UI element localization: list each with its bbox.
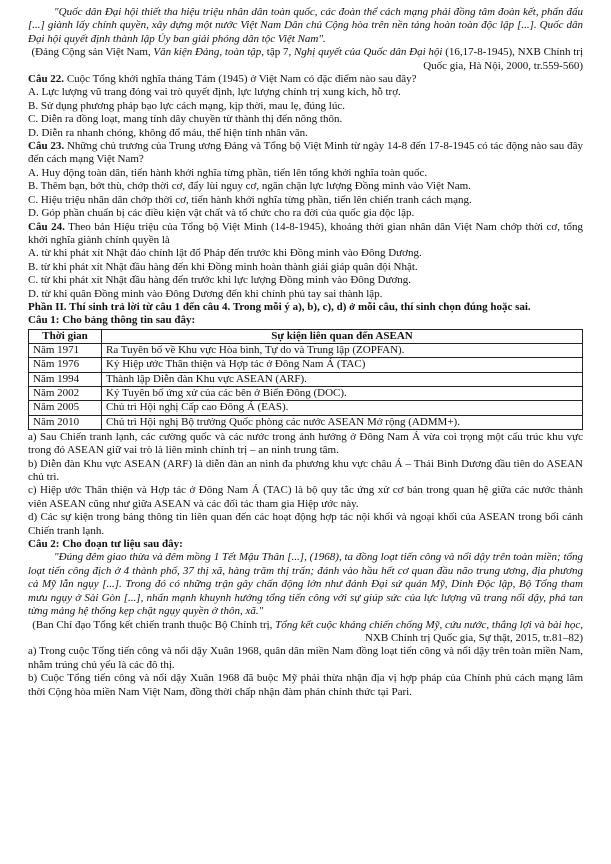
table-row (29, 401, 583, 415)
statement-d[interactable]: d) Các sự kiện trong bảng thông tin liên quan đến các hoạt động hợp tác nội khối và ngoại khối của ASEAN trong bối cảnh Chiến tranh lạnh. (28, 511, 583, 537)
table-cell-event: Ra Tuyên bố về Khu vực Hòa bình, Tự do và Trung lập (ZOPFAN). (102, 344, 583, 358)
table-cell-event: Chủ trì Hội nghị Bộ trưởng Quốc phòng các nước ASEAN Mở rộng (ADMM+). (102, 415, 583, 429)
option-d[interactable]: D. Diễn ra nhanh chóng, không đổ máu, thể hiện tính nhân văn. (28, 126, 308, 139)
source-author: (Đảng Cộng sản Việt Nam, (31, 46, 154, 59)
source-book: Văn kiện Đảng, toàn tập (153, 46, 262, 59)
option-d[interactable]: D. Góp phần chuẩn bị các điều kiện vật chất và tổ chức cho ra đời của quốc gia độc lập. (28, 207, 415, 220)
table-row (29, 344, 583, 358)
table-cell-year: Năm 2010 (29, 415, 102, 429)
question-23 (28, 140, 583, 220)
option-c[interactable]: C. Hiệu triệu nhân dân chớp thời cơ, tiến hành khởi nghĩa từng phần, tiến lên chiến tranh cách mạng. (28, 193, 472, 206)
table-header-row (29, 329, 583, 343)
table-cell-event: Ký Tuyên bố ứng xử của các bên ở Biển Đông (DOC). (102, 386, 583, 400)
option-c[interactable]: C. từ khi phát xít Nhật đầu hàng đến trước khi lực lượng Đồng minh vào Đông Dương. (28, 274, 412, 287)
question-text: Theo bản Hiệu triệu của Tổng bộ Việt Minh (14-8-1945), khoảng thời gian nhân dân Việt Nam chớp thời cơ, tổng khởi nghĩa giành chính quyền là (28, 220, 584, 246)
question-text: Cuộc Tổng khởi nghĩa tháng Tám (1945) ở Việt Nam có đặc điểm nào sau đây? (64, 73, 417, 86)
question-label: Câu 23. (28, 140, 65, 153)
column-header-time: Thời gian (29, 329, 102, 343)
quote-source-2 (28, 619, 583, 646)
option-a[interactable]: A. Lực lượng vũ trang đóng vai trò quyết định, lực lượng chính trị xung kích, hỗ trợ. (28, 86, 401, 99)
table-cell-event: Ký Hiệp ước Thân thiện và Hợp tác ở Đông Nam Á (TAC) (102, 358, 583, 372)
source-publisher: (16,17-8-1945), NXB Chính trị Quốc gia, Hà Nội, 2000, tr.559-560) (423, 46, 583, 72)
source-book: Tổng kết cuộc kháng chiến chống Mỹ, cứu nước, thắng lợi và bài học (275, 618, 581, 631)
question-label: Câu 22. (28, 73, 65, 86)
part-2-heading: Phần II. Thí sinh trả lời từ câu 1 đến câu 4. Trong mỗi ý a), b), c), d) ở mỗi câu, thí sinh chọn đúng hoặc sai. (28, 300, 531, 313)
option-b[interactable]: B. Sử dụng phương pháp bạo lực cách mạng, kịp thời, mau lẹ, đúng lúc. (28, 99, 345, 112)
question-label: Câu 1: Cho bảng thông tin sau đây: (28, 314, 196, 327)
true-false-question-2 (28, 538, 583, 699)
table-row (29, 386, 583, 400)
question-22 (28, 73, 583, 140)
statement-a[interactable]: a) Sau Chiến tranh lạnh, các cường quốc và các nước trong ảnh hưởng ở Đông Nam Á vừa coi trọng một cấu trúc khu vực trong đó ASEAN giữ vai trò là liên minh chính trị – an ninh trung tâm. (28, 430, 583, 457)
option-a[interactable]: A. từ khi phát xít Nhật đảo chính lật đổ Pháp đến trước khi Đồng minh vào Đông Dương. (28, 247, 422, 260)
question-text: Những chủ trương của Trung ương Đảng và Tổng bộ Việt Minh từ ngày 14-8 đến 17-8-1945 có tác động nào sau đây đến cách mạng Việt Nam? (28, 140, 583, 166)
table-cell-year: Năm 1994 (29, 372, 102, 386)
statement-a[interactable]: a) Trong cuộc Tổng tiến công và nổi dậy Xuân 1968, quân dân miền Nam đồng loạt tiến công và nổi dậy trên toàn miền Nam, nhằm trúng chủ yếu là các đô thị. (28, 645, 583, 671)
option-a[interactable]: A. Huy động toàn dân, tiến hành khởi nghĩa từng phần, tiến lên tổng khởi nghĩa toàn quốc. (28, 166, 428, 179)
quote-block-1 (28, 6, 583, 73)
table-cell-event: Thành lập Diễn đàn Khu vực ASEAN (ARF). (102, 372, 583, 386)
statement-c[interactable]: c) Hiệp ước Thân thiện và Hợp tác ở Đông Nam Á (TAC) là bộ quy tắc ứng xử cơ bản trong quan hệ giữa các nước thành viên ASEAN cũng như giữa ASEAN và các đối tác tham gia Hiệp ước này. (28, 484, 583, 510)
table-cell-event: Chủ trì Hội nghị Cấp cao Đông Á (EAS). (102, 401, 583, 415)
table-row (29, 372, 583, 386)
table-row (29, 415, 583, 429)
tet-offensive-quote: "Đúng đêm giao thừa và đêm mồng 1 Tết Mậu Thân [...], (1968), ta đồng loạt tiến công và nổi dậy trên toàn miền; tổng loạt tiến công địch ở 4 thành phố, 37 thị xã, hàng trăm thị trấn; đánh vào hầu hết cơ quan đầu não trung ương, địa phương cả Mỹ lẫn ngụy [...]. Trong đó có những trận gây chấn động lớn như đánh Đại sứ quán Mỹ, Dinh Độc lập, Bộ Tổng tham mưu ngụy ở Sài Gòn [...], nhấn mạnh khuynh hướng tổng tiến công với sự giúp sức của lực lượng vũ trang nổi dậy, phá tan từng mảng hệ thống kẹp chặt ngụy quyền ở thôn, xã." (28, 551, 583, 618)
table-row (29, 358, 583, 372)
question-label: Câu 24. (28, 220, 65, 233)
source-volume: , tập 7, (261, 46, 294, 59)
source-publisher: , NXB Chính trị Quốc gia, Sự thật, 2015, tr.81–82) (364, 618, 583, 644)
option-b[interactable]: B. Thêm bạn, bớt thù, chớp thời cơ, đẩy lùi nguy cơ, ngăn chặn lực lượng Đồng minh vào Việt Nam. (28, 180, 471, 193)
table-cell-year: Năm 1971 (29, 344, 102, 358)
table-cell-year: Năm 2002 (29, 386, 102, 400)
table-cell-year: Năm 2005 (29, 401, 102, 415)
asean-events-table (28, 329, 583, 430)
question-label: Câu 2: Cho đoạn tư liệu sau đây: (28, 538, 183, 551)
statement-b[interactable]: b) Diễn đàn Khu vực ASEAN (ARF) là diễn đàn an ninh đa phương khu vực châu Á – Thái Bình Dương đầu tiên do ASEAN chủ trì. (28, 457, 583, 484)
option-d[interactable]: D. từ khi quân Đồng minh vào Đông Dương đến khi chính phủ tay sai thành lập. (28, 287, 383, 300)
statement-b[interactable]: b) Cuộc Tổng tiến công và nổi dậy Xuân 1968 đã buộc Mỹ phải thừa nhận địa vị hợp pháp của Chính phủ cách mạng lâm thời Cộng hòa miền Nam Việt Nam, đồng thời chấp nhận đàm phán chính thức tại Pari. (28, 672, 583, 698)
column-header-event: Sự kiện liên quan đến ASEAN (102, 329, 583, 343)
quote-source-1 (28, 46, 583, 73)
source-author: (Ban Chỉ đạo Tổng kết chiến tranh thuộc Bộ Chính trị, (32, 618, 276, 631)
option-b[interactable]: B. từ khi phát xít Nhật đầu hàng đến khi Đồng minh hoàn thành giải giáp quân đội Nhật. (28, 260, 418, 273)
question-24 (28, 221, 583, 301)
table-cell-year: Năm 1976 (29, 358, 102, 372)
source-resolution: Nghị quyết của Quốc dân Đại hội (293, 46, 443, 59)
true-false-question-1 (28, 314, 583, 538)
option-c[interactable]: C. Diễn ra đồng loạt, mang tính dây chuyền từ thành thị đến nông thôn. (28, 113, 343, 126)
congress-quote: "Quốc dân Đại hội thiết tha hiệu triệu nhân dân toàn quốc, các đoàn thể cách mạng phải đồng tâm đoàn kết, phấn đấu [...] giành lấy chính quyền, xây dựng một nước Việt Nam Dân chủ Cộng hòa trên nền tảng hoàn toàn độc lập [...]. Quốc dân Đại hội quyết định thành lập Ủy ban giải phóng dân tộc Việt Nam". (28, 6, 583, 45)
